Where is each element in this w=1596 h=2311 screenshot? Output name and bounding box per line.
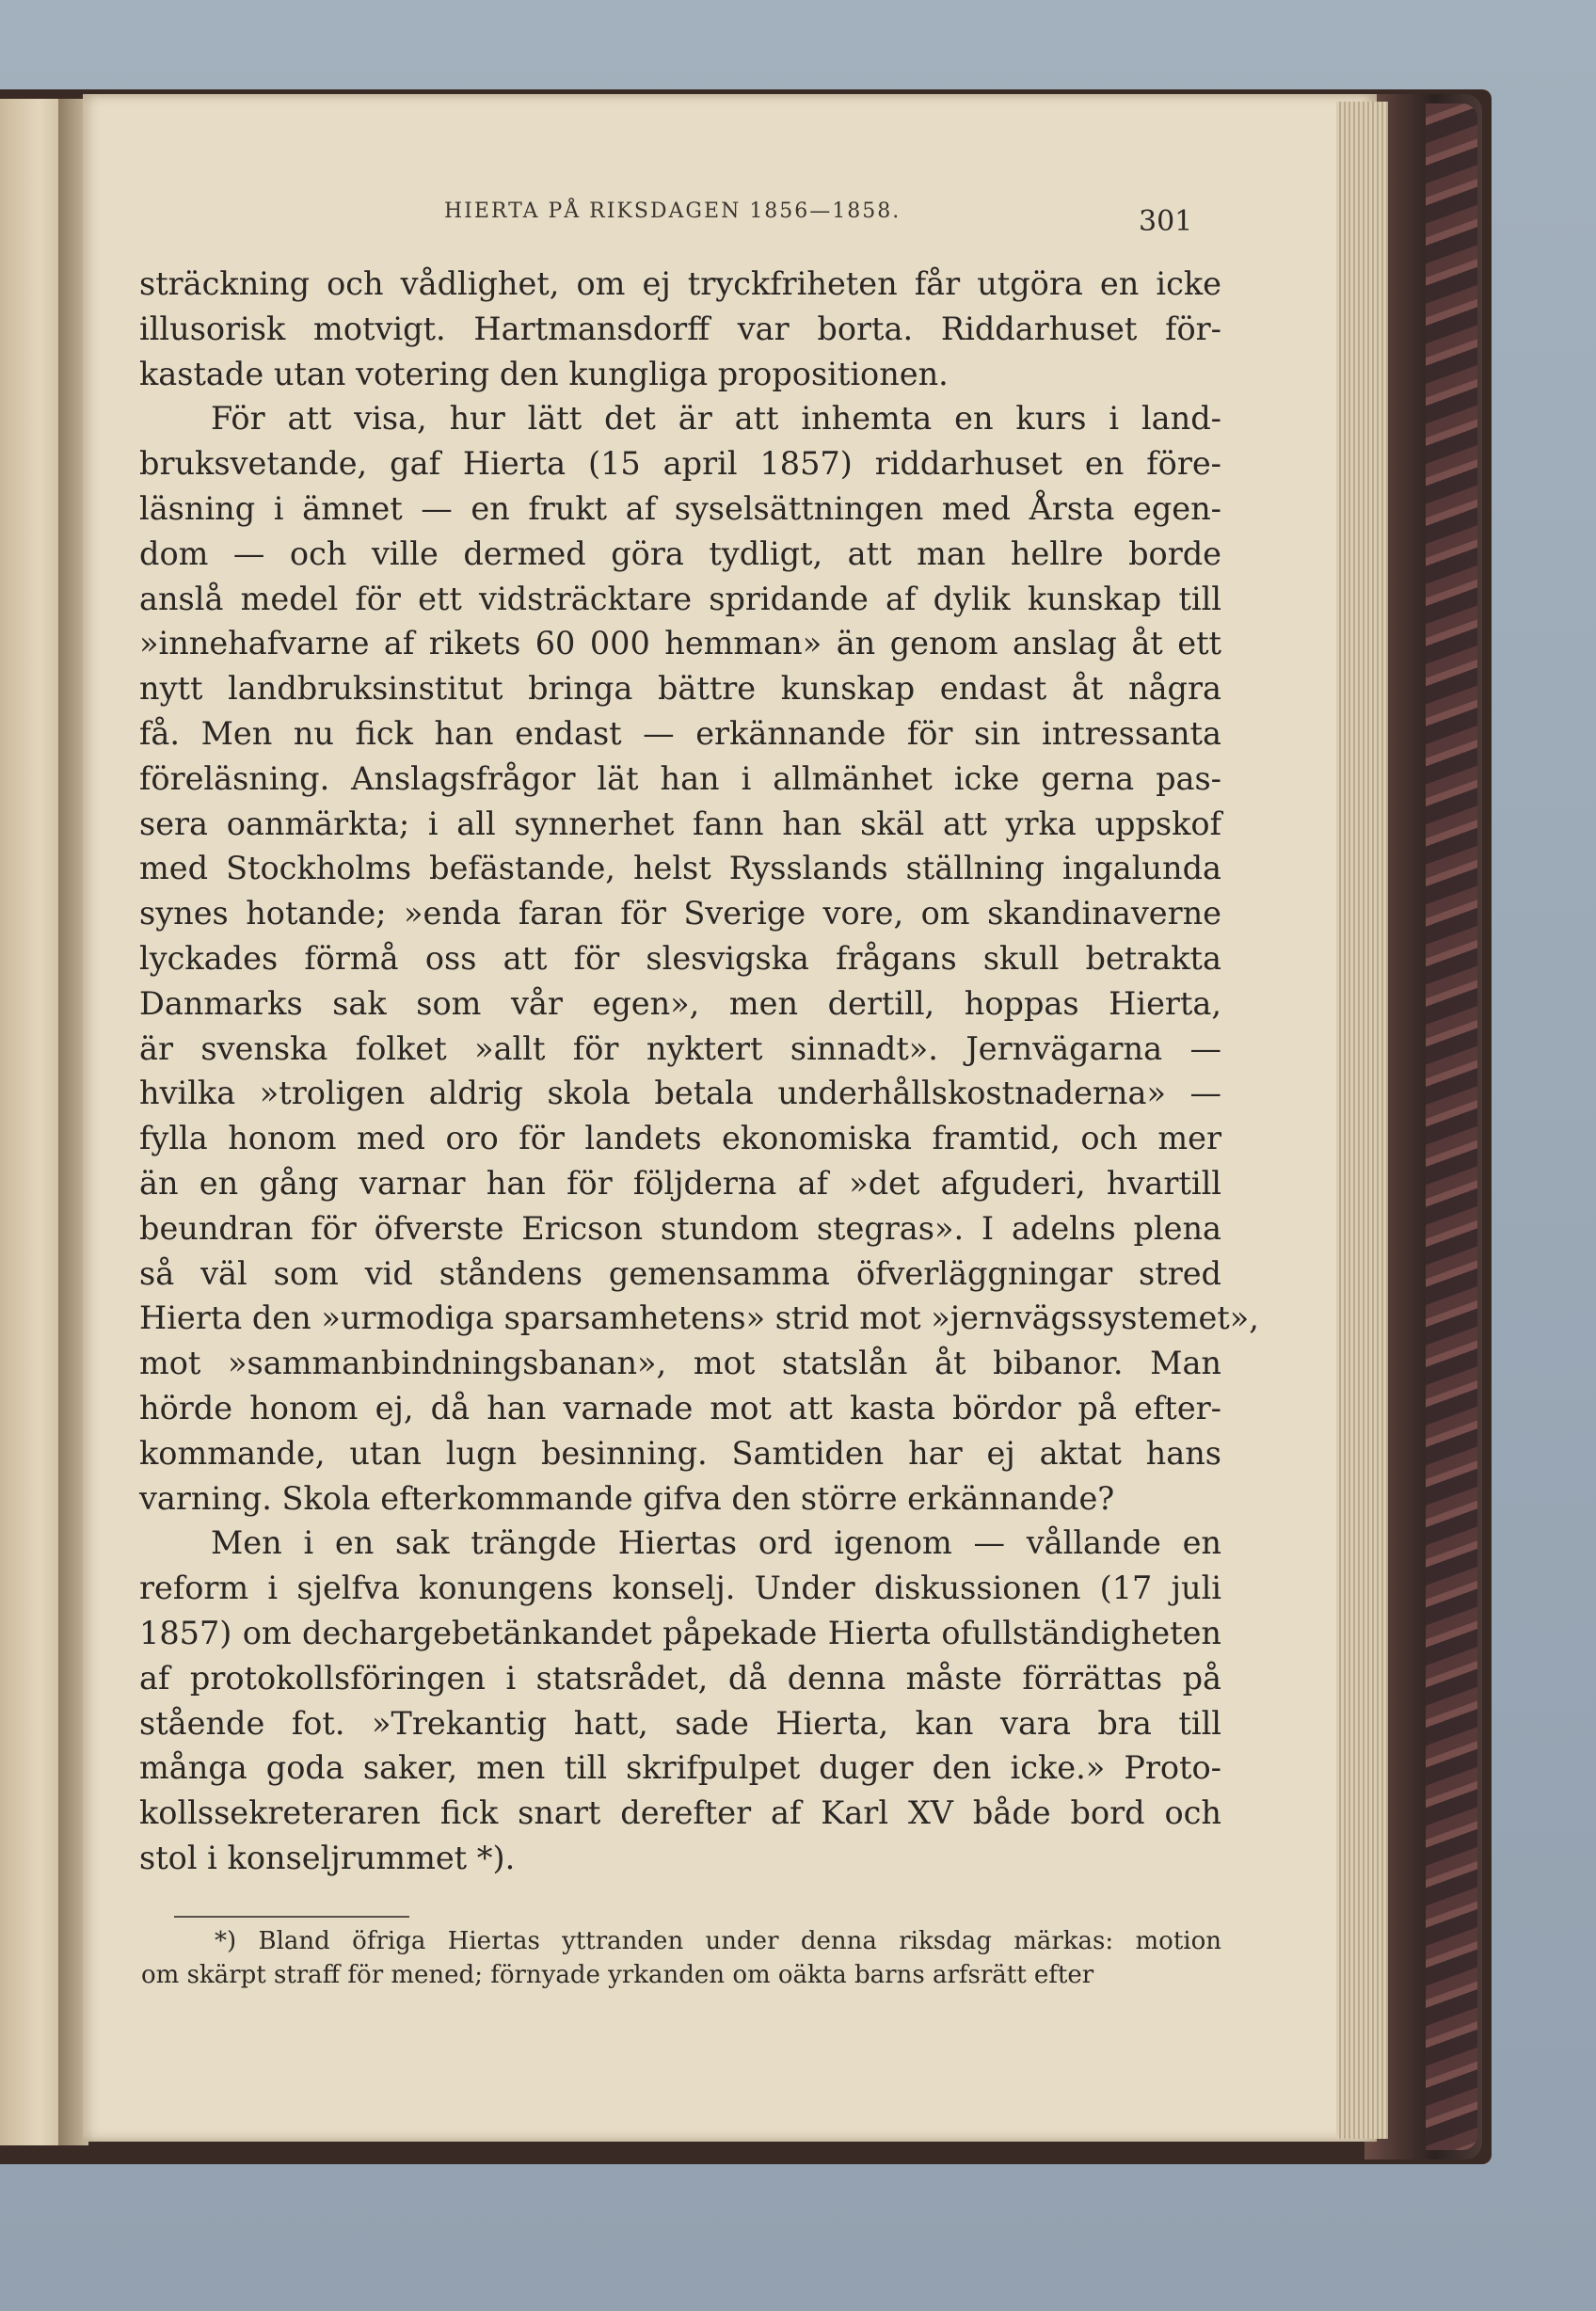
text-line: varning. Skola efterkommande gifva den större erkännande? xyxy=(139,1479,1115,1517)
footnote-rule xyxy=(174,1916,409,1918)
text-line: sera oanmärkta; i all synnerhet fann han skäl att yrka uppskof xyxy=(139,805,1221,842)
text-line: stol i konseljrummet *). xyxy=(139,1839,516,1876)
text-line: hörde honom ej, då han varnade mot att kasta bördor på efter- xyxy=(139,1389,1221,1426)
text-line: nytt landbruksinstitut bringa bättre kunskap endast åt några xyxy=(139,670,1221,708)
page-number: 301 xyxy=(1139,205,1193,238)
text-line: Men i en sak trängde Hiertas ord igenom — vållande en xyxy=(211,1524,1221,1562)
text-line: reform i sjelfva konungens konselj. Under diskussionen (17 juli xyxy=(139,1570,1221,1607)
text-line: föreläsning. Anslagsfrågor lät han i allmänhet icke gerna pas- xyxy=(139,759,1221,797)
text-line: Danmarks sak som vår egen», men dertill, hoppas Hierta, xyxy=(139,984,1221,1022)
body-text xyxy=(139,262,1259,1881)
text-line: För att visa, hur lätt det är att inhemta en kurs i land- xyxy=(211,400,1221,438)
text-line: anslå medel för ett vidsträcktare spridande af dylik kunskap till xyxy=(139,580,1221,617)
text-line: illusorisk motvigt. Hartmansdorff var borta. Riddarhuset för- xyxy=(139,310,1221,347)
text-line: kollssekreteraren fick snart derefter af Karl XV både bord och xyxy=(139,1794,1221,1832)
text-line: stående fot. »Trekantig hatt, sade Hierta, kan vara bra till xyxy=(139,1704,1221,1742)
text-line: dom — och ville dermed göra tydligt, att man hellre borde xyxy=(139,534,1221,572)
text-line: af protokollsföringen i statsrådet, då denna måste förrättas på xyxy=(139,1659,1221,1697)
running-header: HIERTA PÅ RIKSDAGEN 1856—1858. xyxy=(444,199,902,223)
text-line: synes hotande; »enda faran för Sverige vore, om skandinaverne xyxy=(139,895,1221,932)
text-line: 1857) om dechargebetänkandet påpekade Hierta ofullständigheten xyxy=(139,1614,1221,1651)
text-line: lyckades förmå oss att för slesvigska frågans skull betrakta xyxy=(139,939,1221,977)
text-line: kommande, utan lugn besinning. Samtiden har ej aktat hans xyxy=(139,1434,1221,1472)
page-stack-edge xyxy=(1336,102,1388,2139)
text-line: hvilka »troligen aldrig skola betala underhållskostnaderna» — xyxy=(139,1075,1221,1112)
footnote-line: *) Bland öfriga Hiertas yttranden under denna riksdag märkas: motion xyxy=(215,1927,1221,1955)
footnote xyxy=(141,1924,1221,1992)
marbled-binding-edge xyxy=(1426,104,1477,2150)
text-line: fylla honom med oro för landets ekonomiska framtid, och mer xyxy=(139,1120,1221,1157)
text-line: kastade utan votering den kungliga propositionen. xyxy=(139,355,949,392)
text-line: många goda saker, men till skrifpulpet duger den icke.» Proto- xyxy=(139,1749,1221,1787)
text-line: med Stockholms befästande, helst Rysslands ställning ingalunda xyxy=(139,850,1221,887)
footnote-line: om skärpt straff för mened; förnyade yrkanden om oäkta barns arfsrätt efter xyxy=(141,1961,1094,1989)
text-line: få. Men nu fick han endast — erkännande för sin intressanta xyxy=(139,714,1221,752)
text-line: är svenska folket »allt för nyktert sinnadt». Jernvägarna — xyxy=(139,1029,1221,1067)
text-line: beundran för öfverste Ericson stundom stegras». I adelns plena xyxy=(139,1209,1221,1247)
text-line: mot »sammanbindningsbanan», mot statslån åt bibanor. Man xyxy=(139,1345,1221,1382)
text-line: »innehafvarne af rikets 60 000 hemman» än genom anslag åt ett xyxy=(139,625,1221,662)
text-line: så väl som vid ståndens gemensamma öfverläggningar stred xyxy=(139,1254,1221,1292)
left-page-edge xyxy=(0,99,66,2145)
text-line: än en gång varnar han för följderna af »det afguderi, hvartill xyxy=(139,1164,1221,1202)
text-line: Hierta den »urmodiga sparsamhetens» strid mot »jernvägssystemet», xyxy=(139,1299,1259,1337)
text-line: sträckning och vådlighet, om ej tryckfriheten får utgöra en icke xyxy=(139,265,1221,302)
text-line: bruksvetande, gaf Hierta (15 april 1857) riddarhuset en före- xyxy=(139,445,1221,483)
text-line: läsning i ämnet — en frukt af syselsättningen med Årsta egen- xyxy=(139,489,1221,527)
